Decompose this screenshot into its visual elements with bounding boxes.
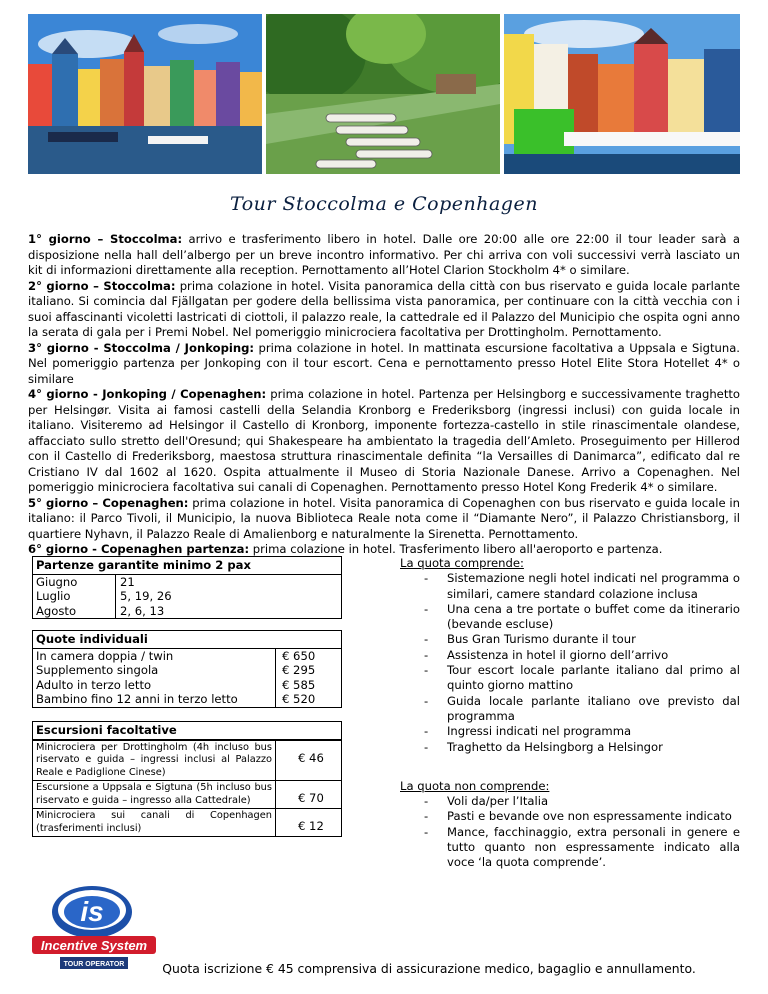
svg-text:is: is	[80, 896, 104, 927]
table-row	[33, 808, 341, 836]
table-row	[33, 604, 341, 619]
list-item: - Pasti e bevande ove non espressamente indicato	[400, 809, 740, 824]
month-cell: Agosto	[33, 604, 116, 619]
price-label: In camera doppia / twin	[33, 649, 276, 664]
registration-fee-note: Quota iscrizione € 45 comprensiva di assicurazione medico, bagaglio e annullamento.	[162, 961, 696, 976]
excursion-price: € 12	[298, 819, 324, 833]
excursions-header: Escursioni facoltative	[33, 722, 341, 740]
list-item: - Mance, facchinaggio, extra personali in genere e tutto quanto non espressamente indicato alla voce ‘la quota comprende’.	[400, 825, 740, 871]
table-row	[33, 649, 341, 664]
price-value: € 520	[282, 692, 316, 706]
excluded-list	[400, 794, 740, 870]
excursion-price: € 46	[298, 750, 324, 765]
photo-copenhagen-nyhavn	[504, 14, 740, 174]
itinerary-day-5	[28, 496, 740, 543]
departures-header: Partenze garantite minimo 2 pax	[33, 557, 341, 575]
itinerary-day-1	[28, 232, 740, 279]
excursions-table	[32, 721, 342, 837]
svg-text:Incentive System: Incentive System	[40, 938, 148, 953]
svg-text:TOUR OPERATOR: TOUR OPERATOR	[63, 961, 125, 968]
prices-table	[32, 630, 342, 708]
dates-cell: 5, 19, 26	[120, 589, 172, 603]
excluded-title: La quota non comprende:	[400, 778, 550, 793]
itinerary-day-2	[28, 279, 740, 341]
photo-canal-boats	[266, 14, 500, 174]
list-item: - Bus Gran Turismo durante il tour	[400, 632, 740, 647]
page-title: Tour Stoccolma e Copenhagen	[230, 193, 538, 215]
excursion-label: Minicrociera per Drottingholm (4h incluso bus riservato e guida – ingressi inclusi al Palazzo Reale e Padiglione Cinese)	[33, 741, 276, 781]
table-row	[33, 575, 341, 590]
footer-note	[0, 961, 768, 976]
price-label: Supplemento singola	[33, 663, 276, 678]
itinerary	[28, 232, 740, 558]
price-value: € 295	[282, 663, 316, 677]
header-photos	[28, 14, 740, 174]
dates-cell: 21	[120, 574, 135, 589]
dates-cell: 2, 6, 13	[120, 603, 165, 618]
day-heading: 5° giorno – Copenaghen:	[28, 495, 189, 510]
table-row	[33, 589, 341, 604]
day-text: arrivo e trasferimento libero in hotel. Dalle ore 20:00 alle ore 22:00 il tour leader sarà a disposizione nella hall dell’albergo per un breve incontro informativo. Per chi arriva con voli successivi verrà lasciato un kit di informazioni direttamente alla reception. Pernottamento all’Hotel Clarion Stockholm 4* o similare.	[28, 232, 740, 277]
included-title: La quota comprende:	[400, 556, 524, 570]
itinerary-day-3	[28, 341, 740, 388]
list-item: - Guida locale parlante italiano ove previsto dal programma	[400, 694, 740, 725]
excursion-label: Minicrociera sui canali di Copenhagen (trasferimenti inclusi)	[33, 809, 276, 836]
table-row	[33, 692, 341, 707]
list-item: - Sistemazione negli hotel indicati nel programma o similari, camere standard colazione inclusa	[400, 571, 740, 602]
table-row	[33, 740, 341, 781]
day-heading: 2° giorno – Stoccolma:	[28, 278, 176, 293]
list-item: - Tour escort locale parlante italiano dal primo al quinto giorno mattino	[400, 663, 740, 694]
list-item: - Ingressi indicati nel programma	[400, 724, 740, 739]
departures-table	[32, 556, 342, 619]
prices-header: Quote individuali	[33, 631, 341, 649]
table-row	[33, 678, 341, 693]
price-value: € 650	[282, 648, 316, 663]
month-cell: Luglio	[33, 589, 116, 604]
itinerary-day-4	[28, 387, 740, 496]
day-text: prima colazione in hotel. Partenza per Helsingborg e successivamente traghetto per Helsingør. Visita ai famosi castelli della Selandia Kronborg e Frederiksborg (ingressi inclusi) con guida locale in italiano. Visiteremo ad Helsingor il Castello di Kronborg, imponente fortezza-castello in stile rinascimentale olandese, affacciato sullo stretto dell'Oresund; qui Shakespeare ha ambientato la tragedia dell’Amleto. Proseguimento per Hillerod con il Castello di Frederiksborg, maestosa struttura rinascimentale definita “la Versailles di Danimarca”, edificato dal re Cristiano IV dal 1602 al 1620. Ospita attualmente il Museo di Storia Nazionale Danese. Arrivo a Copenaghen. Nel pomeriggio minicrociera facoltativa sui canali di Copenaghen. Pernottamento presso Hotel Kong Frederik 4* o similare.	[28, 387, 740, 494]
list-item: - Assistenza in hotel il giorno dell’arrivo	[400, 648, 740, 663]
excursion-price: € 70	[298, 791, 324, 805]
quote-details	[400, 556, 740, 871]
day-heading: 1° giorno – Stoccolma:	[28, 232, 183, 246]
table-row	[33, 780, 341, 808]
day-text: prima colazione in hotel. Trasferimento libero all'aeroporto e partenza.	[249, 542, 663, 556]
list-item: - Voli da/per l’Italia	[400, 794, 740, 809]
day-text: prima colazione in hotel. Visita panoramica di Copenaghen con bus riservato e guida locale in italiano: il Parco Tivoli, il Municipio, la nuova Biblioteca Reale nota come il “Diamante Nero”, il Palazzo Christiansborg, il quartiere Nyhavn, il Palazzo Reale di Amalienborg e naturalmente la Sirenetta. Pernottamento.	[28, 495, 740, 541]
table-row	[33, 663, 341, 678]
price-label: Adulto in terzo letto	[33, 678, 276, 693]
price-value: € 585	[282, 677, 316, 692]
list-item: - Una cena a tre portate o buffet come da itinerario (bevande escluse)	[400, 602, 740, 633]
included-list	[400, 571, 740, 755]
day-heading: 6° giorno - Copenaghen partenza:	[28, 542, 250, 556]
day-heading: 4° giorno - Jonkoping / Copenaghen:	[28, 387, 267, 401]
day-heading: 3° giorno - Stoccolma / Jonkoping:	[28, 340, 255, 355]
price-label: Bambino fino 12 anni in terzo letto	[33, 692, 276, 707]
day-text: prima colazione in hotel. In mattinata escursione facoltativa a Uppsala e Sigtuna. Nel pomeriggio partenza per Jonkoping con il tour escort. Cena e pernottamento presso Hotel Elite Stora Hotellet 4* o similare	[28, 340, 740, 386]
month-cell: Giugno	[33, 575, 116, 590]
list-item: - Traghetto da Helsingborg a Helsingor	[400, 740, 740, 755]
day-text: prima colazione in hotel. Visita panoramica della città con bus riservato e guida locale parlante italiano. Si comincia dal Fjällgatan per godere della bellissima vista panoramica, per continuare con la città vecchia con i suoi affascinanti vicoletti lastricati di ciottoli, il palazzo reale, la cattedrale ed il Palazzo del Municipio che ospita ogni anno la serata di gala per i Premi Nobel. Nel pomeriggio minicrociera facoltativa per Drottingholm. Pernottamento.	[28, 278, 740, 339]
excursion-label: Escursione a Uppsala e Sigtuna (5h incluso bus riservato e guida – ingresso alla Cattedrale)	[33, 781, 276, 808]
photo-stockholm-harbour	[28, 14, 262, 174]
